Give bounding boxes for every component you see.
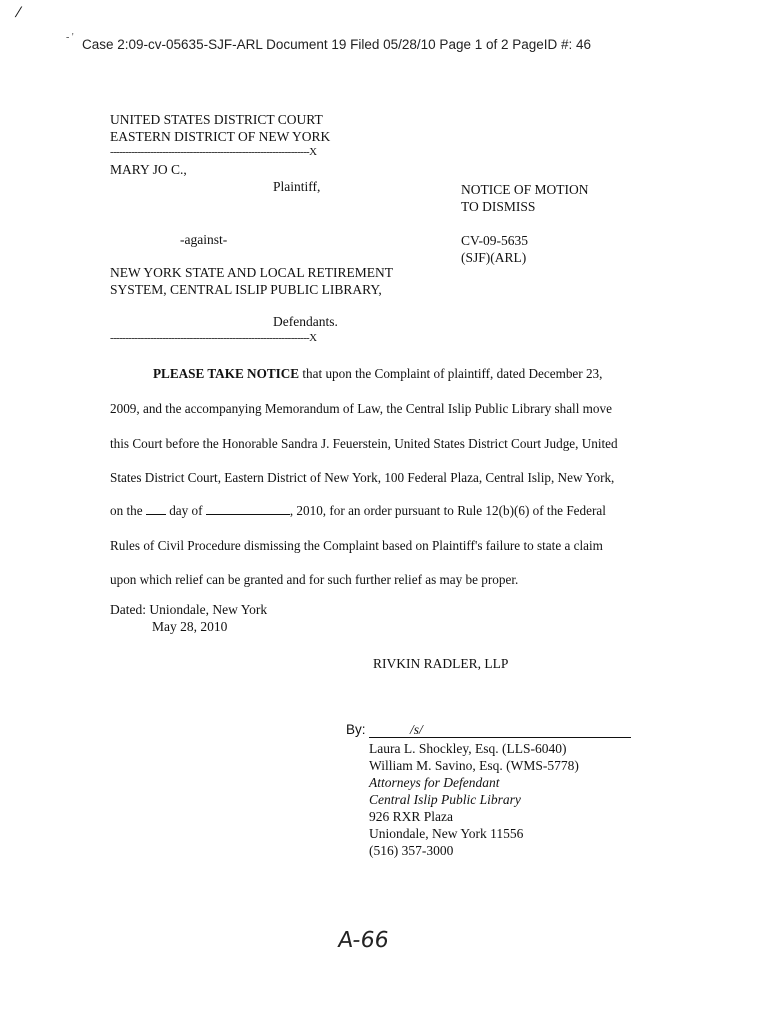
defendants-line2: SYSTEM, CENTRAL ISLIP PUBLIC LIBRARY, [110, 282, 382, 297]
handwritten-page-mark: A-66 [336, 928, 391, 953]
body-line-7: upon which relief can be granted and for such further relief as may be proper. [110, 572, 519, 587]
versus-label: -against- [180, 232, 228, 247]
document-title-line1: NOTICE OF MOTION [461, 182, 589, 197]
month-blank [206, 514, 290, 515]
plaintiff-role: Plaintiff, [273, 179, 321, 194]
court-name-line2: EASTERN DISTRICT OF NEW YORK [110, 129, 331, 144]
attorney-role-line1: Attorneys for Defendant [369, 775, 500, 790]
body-line-5-b: day of [165, 503, 206, 518]
attorney-1: Laura L. Shockley, Esq. (LLS-6040) [369, 741, 567, 756]
court-name-line1: UNITED STATES DISTRICT COURT [110, 112, 323, 127]
attorney-role-line2: Central Islip Public Library [369, 792, 521, 807]
body-line-4: States District Court, Eastern District of New York, 100 Federal Plaza, Central Islip, New York, [110, 470, 615, 485]
by-label: By: [346, 722, 366, 737]
case-number-line2: (SJF)(ARL) [461, 250, 527, 265]
address-line1: 926 RXR Plaza [369, 809, 453, 824]
body-line-5-c: , 2010, for an order pursuant to Rule 12(b)(6) of the Federal [289, 503, 606, 518]
body-line-3: this Court before the Honorable Sandra J. Feuerstein, United States District Court Judge, United [110, 436, 618, 451]
body-line-2: 2009, and the accompanying Memorandum of Law, the Central Islip Public Library shall move [110, 401, 612, 416]
scan-specks: - ' [66, 32, 74, 43]
body-line-5 [110, 503, 606, 519]
ecf-header: Case 2:09-cv-05635-SJF-ARL Document 19 Filed 05/28/10 Page 1 of 2 PageID #: 46 [82, 37, 592, 52]
attorney-2: William M. Savino, Esq. (WMS-5778) [369, 758, 579, 773]
caption-rule-top: -----------------------------------------------------------------X [110, 146, 317, 158]
defendants-role: Defendants. [273, 314, 338, 329]
dated-place: Dated: Uniondale, New York [110, 602, 268, 617]
corner-slash-mark: / [13, 4, 23, 21]
defendants-line1: NEW YORK STATE AND LOCAL RETIREMENT [110, 265, 394, 280]
body-line-1 [153, 366, 602, 382]
please-take-notice: PLEASE TAKE NOTICE [153, 366, 300, 381]
signature-line [369, 737, 631, 738]
document-title-line2: TO DISMISS [461, 199, 536, 214]
firm-name: RIVKIN RADLER, LLP [373, 656, 509, 671]
caption-rule-bottom: -----------------------------------------------------------------X [110, 332, 317, 344]
day-blank [146, 514, 166, 515]
body-line-5-a: on the [110, 503, 146, 518]
dated-date: May 28, 2010 [152, 619, 228, 634]
body-line-6: Rules of Civil Procedure dismissing the Complaint based on Plaintiff's failure to state a claim [110, 538, 603, 553]
plaintiff-name: MARY JO C., [110, 162, 187, 177]
signature-mark: /s/ [410, 722, 423, 737]
phone-number: (516) 357-3000 [369, 843, 454, 858]
address-line2: Uniondale, New York 11556 [369, 826, 524, 841]
body-line-1-rest: that upon the Complaint of plaintiff, dated December 23, [299, 366, 603, 381]
case-number-line1: CV-09-5635 [461, 233, 529, 248]
